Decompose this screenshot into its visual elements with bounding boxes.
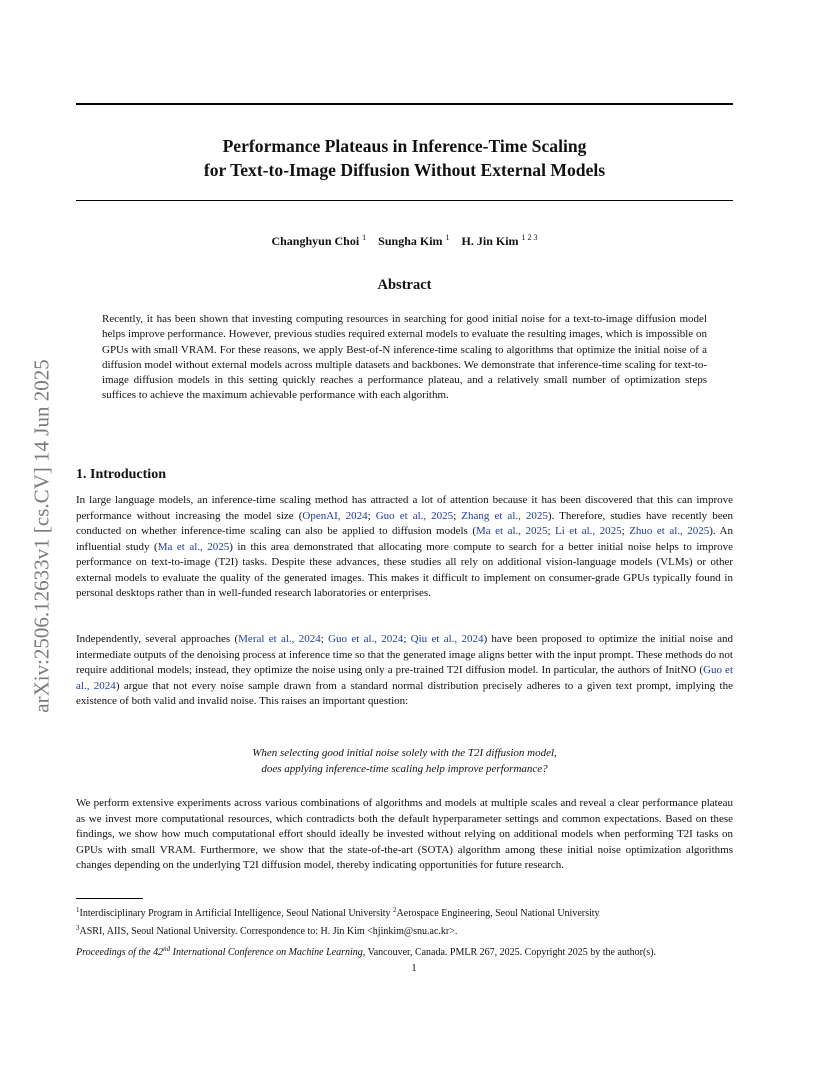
citation-link[interactable]: OpenAI, 2024 [302,509,368,522]
paper-title [76,134,733,182]
footnote-marker: 3 [76,924,80,932]
section-heading-introduction: 1. Introduction [76,467,166,482]
text-run: ; [320,633,329,645]
research-question [76,746,733,777]
affiliation-footnote [76,903,733,939]
citation-link[interactable]: Guo et al., 2024 [328,633,404,645]
proceedings-prefix: Proceedings of the [76,947,154,958]
affiliation-text: ASRI, AIIS, Seoul National University. Correspondence to: H. Jin Kim <hjinkim@snu.ac.kr>. [79,926,458,937]
arxiv-identifier[interactable]: arXiv:2506.12633v1 [cs.CV] 14 Jun 2025 [29,359,54,713]
citation-link[interactable]: Zhang et al., 2025 [461,509,548,522]
question-line-1: When selecting good initial noise solely with the T2I diffusion model, [252,747,557,759]
text-run: ) have been proposed to optimize the initial noise and intermediate outputs of the denoising process at inference time so that the generated image aligns better with the input prompt. These methods do not require additional models; instead, they optimize the noise using only a pre-trained T2I diffusion model. In particular, the authors of InitNO ( [76,633,733,676]
text-run: ) in this area demonstrated that allocating more compute to search for a better initial noise helps to improve performance on text-to-image (T2I) tasks. Despite these advances, these studies all rely on additional vision-language models (VLMs) or other external models to evaluate the quality of the generated images. This makes it difficult to implement on consumer-grade GPUs typically found in personal desktops rather than in well-funded research laboratories or enterprises. [76,540,733,599]
citation-link[interactable]: Guo et al., 2024 [76,664,733,692]
abstract-heading: Abstract [377,277,432,293]
title-top-rule [76,103,733,105]
text-run: ) argue that not every noise sample drawn from a standard normal distribution precisely adheres to a given text prompt, implying the existence of both valid and invalid noise. This raises an important question: [76,679,733,707]
citation-link[interactable]: Zhuo et al., 2025 [629,525,710,537]
citation-link[interactable]: Qiu et al., 2024 [410,633,484,645]
proceedings-venue: International Conference on Machine Learning [170,947,363,958]
citation-link[interactable]: Ma et al., 2025 [157,540,230,553]
text-run: ; [367,509,376,522]
author-name: Sungha Kim [378,234,443,248]
author-name: H. Jin Kim [461,234,519,248]
author-affiliation: 1 [445,233,450,242]
text-run: ). An influential study ( [76,525,733,553]
affiliation-text: Aerospace Engineering, Seoul National University [396,908,600,919]
text-run: ; [403,633,411,645]
text-run: ). Therefore, studies have recently been conducted on whether inference-time scaling can also be applied to diffusion models ( [76,509,733,537]
footnote-marker: 2 [393,906,397,914]
footnote-marker: 1 [76,906,80,914]
title-line-1: Performance Plateaus in Inference-Time Scaling [222,136,587,156]
citation-link[interactable]: Li et al., 2025 [555,525,622,537]
text-run: ; [621,525,630,537]
title-line-2: for Text-to-Image Diffusion Without External Models [203,160,606,180]
text-run: In large language models, an inference-time scaling method has attracted a lot of attention because it has been discovered that this can improve performance without increasing the model size ( [76,494,733,522]
text-run: ; [547,525,556,537]
author-list [76,230,733,249]
question-line-2: does applying inference-time scaling help improve performance? [261,762,548,775]
text-run: ; [453,509,462,522]
author-affiliation: 1 2 3 [521,233,538,242]
affiliation-text: Interdisciplinary Program in Artificial Intelligence, Seoul National University [79,908,394,919]
text-run: Independently, several approaches ( [76,633,239,645]
intro-paragraph-1 [76,493,733,602]
author-name: Changhyun Choi [271,234,360,248]
citation-link[interactable]: Ma et al., 2025 [476,525,548,537]
abstract-text: Recently, it has been shown that investing computing resources in searching for good initial noise for a text-to-image diffusion model helps improve performance. However, previous studies required external models to evaluate the resulting images, which is impossible on GPUs with small VRAM. For these reasons, we apply Best-of-N inference-time scaling to algorithms that optimize the initial noise of a diffusion model without external models across multiple datasets and backbones. We demonstrate that inference-time scaling for text-to-image diffusion models in this setting quickly reaches a performance plateau, and a relatively small number of optimization steps suffices to achieve the maximum achievable performance with each algorithm. [102,313,707,402]
proceedings-number: 42 [153,947,164,958]
page-number: 1 [411,962,417,974]
title-bottom-rule [76,200,733,201]
proceedings-ordinal: nd [163,945,171,953]
author-affiliation: 1 [362,233,367,242]
intro-paragraph-3: We perform extensive experiments across various combinations of algorithms and models at multiple scales and reveal a clear performance plateau as we invest more computational resources, which contradicts both the default hyperparameter settings and common expectations. Based on these findings, we show how much computational effort should ideally be invested without relying on additional models when performing T2I tasks on GPUs with small VRAM. Furthermore, we show that the state-of-the-art (SOTA) algorithm among these initial noise optimization algorithms changes depending on the underlying T2I diffusion model, thereby indicating opportunities for future research. [76,797,733,871]
footnote-rule [76,898,143,899]
proceedings-note [76,942,733,960]
intro-paragraph-2 [76,632,733,710]
proceedings-details: , Vancouver, Canada. PMLR 267, 2025. Copyright 2025 by the author(s). [362,947,657,958]
citation-link[interactable]: Meral et al., 2024 [238,633,321,645]
citation-link[interactable]: Guo et al., 2025 [375,509,454,522]
